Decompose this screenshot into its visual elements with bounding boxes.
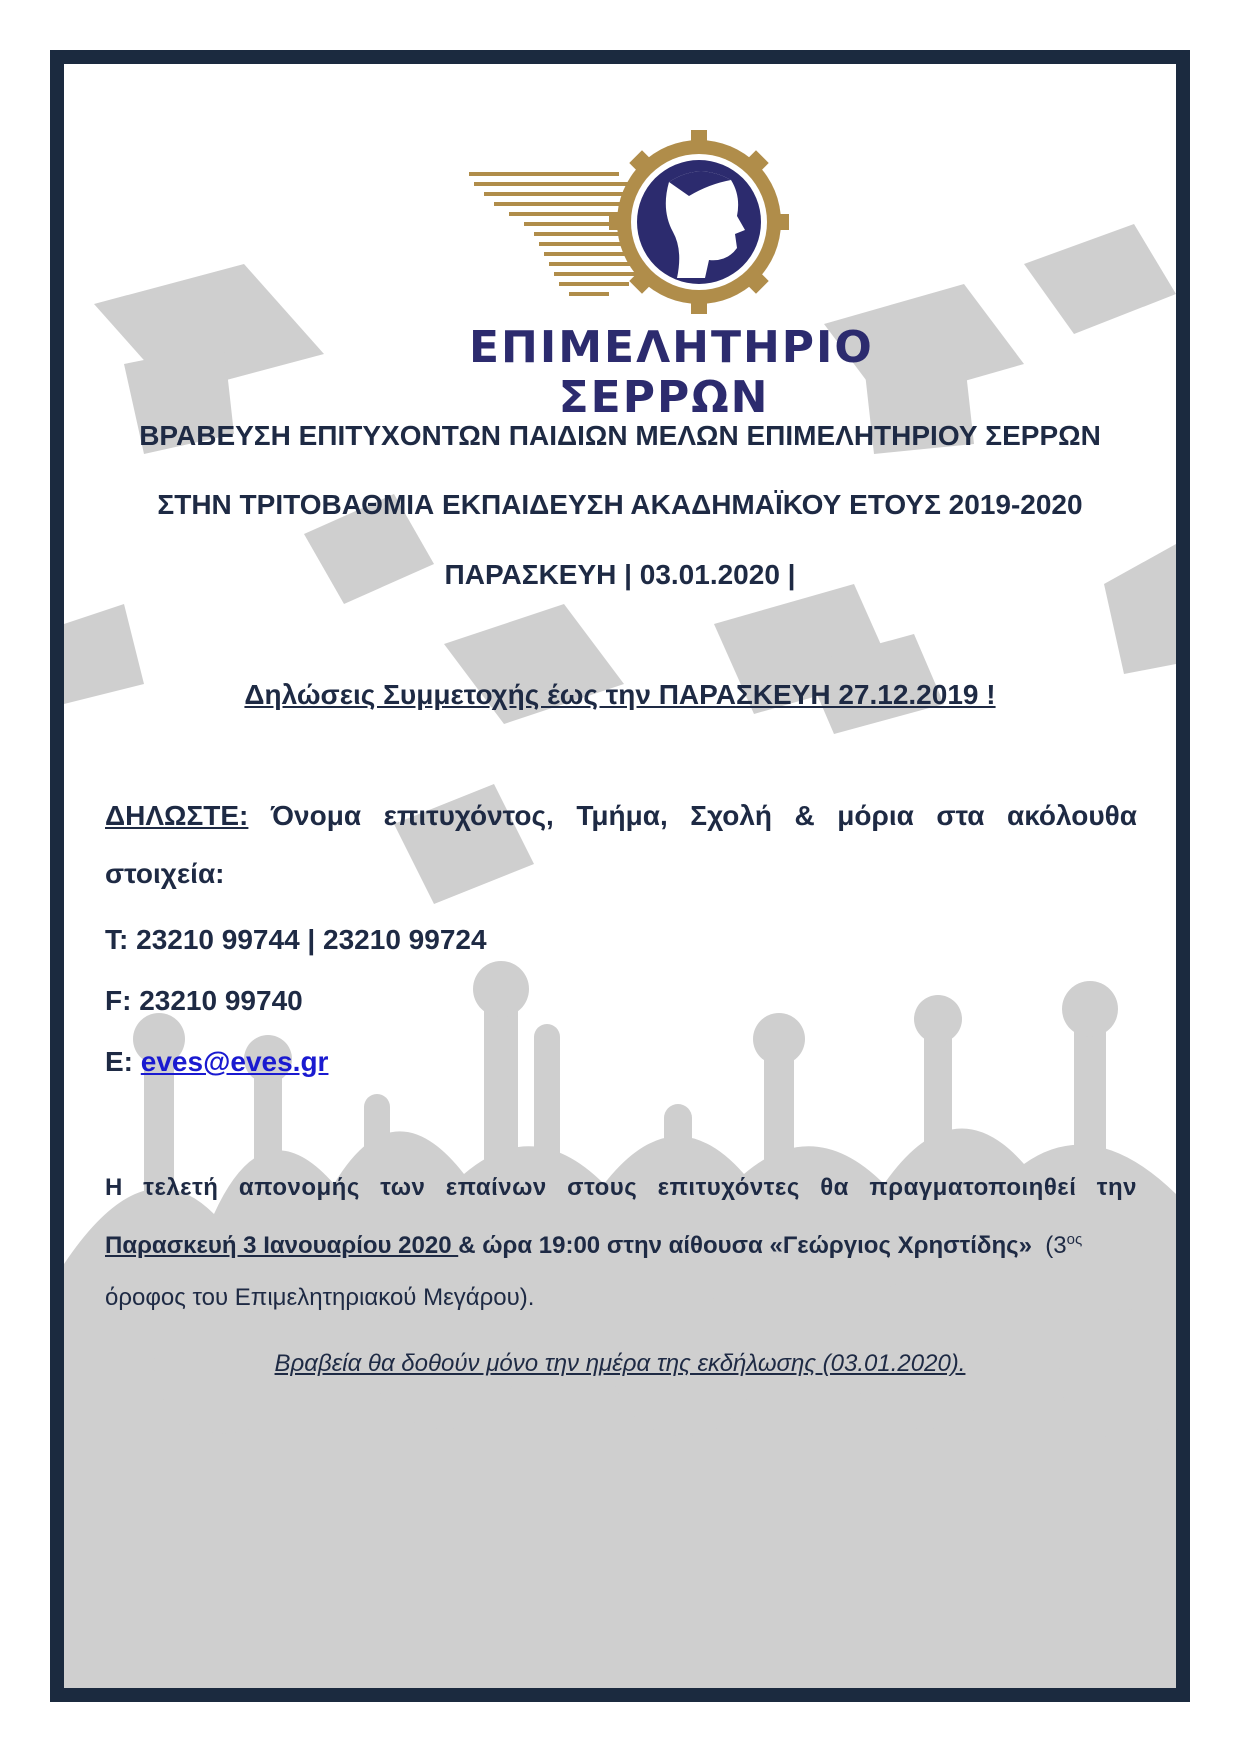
fax-line bbox=[105, 985, 1137, 1017]
ceremony-text-part2: & ώρα 19:00 στην αίθουσα «Γεώργιος Χρηστίδης» bbox=[458, 1232, 1032, 1259]
ceremony-date: Παρασκευή 3 Ιανουαρίου 2020 bbox=[105, 1232, 459, 1259]
ceremony-text-part1: Η τελετή απονομής των επαίνων στους επιτυχόντες θα πραγματοποιηθεί την bbox=[105, 1174, 1137, 1201]
fax-number: 23210 99740 bbox=[131, 985, 303, 1016]
phone-line bbox=[105, 924, 1137, 956]
email-line bbox=[105, 1046, 1137, 1078]
page-frame bbox=[50, 50, 1190, 1702]
declare-lead: ΔΗΛΩΣΤΕ: bbox=[105, 800, 249, 831]
logo-emblem bbox=[469, 122, 789, 322]
phone-numbers: 23210 99744 | 23210 99724 bbox=[128, 924, 487, 955]
floor-superscript: ος bbox=[1066, 1231, 1083, 1248]
logo-line2: ΣΕΡΡΩΝ bbox=[558, 372, 770, 423]
email-label: E: bbox=[105, 1046, 133, 1077]
floor-rest: όροφος του Επιμελητηριακού Μεγάρου). bbox=[105, 1284, 535, 1311]
title-line1: ΒΡΑΒΕΥΣΗ ΕΠΙΤΥΧΟΝΤΩΝ ΠΑΙΔΙΩΝ ΜΕΛΩΝ ΕΠΙΜΕΛΗΤΗΡΙΟΥ ΣΕΡΡΩΝ bbox=[139, 420, 1101, 451]
title-line3: ΠΑΡΑΣΚΕΥΗ | 03.01.2020 | bbox=[444, 559, 796, 590]
chamber-logo bbox=[469, 122, 874, 423]
title-line2: ΣΤΗΝ ΤΡΙΤΟΒΑΘΜΙΑ ΕΚΠΑΙΔΕΥΣΗ ΑΚΑΔΗΜΑΪΚΟΥ ΕΤΟΥΣ 2019-2020 bbox=[157, 489, 1083, 520]
logo-line1: ΕΠΙΜΕΛΗΤΗΡΙΟ bbox=[469, 322, 874, 373]
floor-number: (3 bbox=[1045, 1232, 1067, 1259]
fax-label: F: bbox=[105, 985, 132, 1016]
declare-paragraph bbox=[105, 787, 1137, 903]
declare-text: Όνομα επιτυχόντος, Τμήμα, Σχολή & μόρια στα ακόλουθα στοιχεία: bbox=[105, 800, 1137, 889]
deadline-notice: Δηλώσεις Συμμετοχής έως την ΠΑΡΑΣΚΕΥΗ 27.12.2019 ! bbox=[244, 679, 996, 710]
phone-label: Τ: bbox=[105, 924, 129, 955]
awards-note: Βραβεία θα δοθούν μόνο την ημέρα της εκδήλωσης (03.01.2020). bbox=[274, 1350, 966, 1377]
ceremony-paragraph bbox=[105, 1162, 1137, 1324]
email-link[interactable]: eves@eves.gr bbox=[140, 1046, 329, 1077]
